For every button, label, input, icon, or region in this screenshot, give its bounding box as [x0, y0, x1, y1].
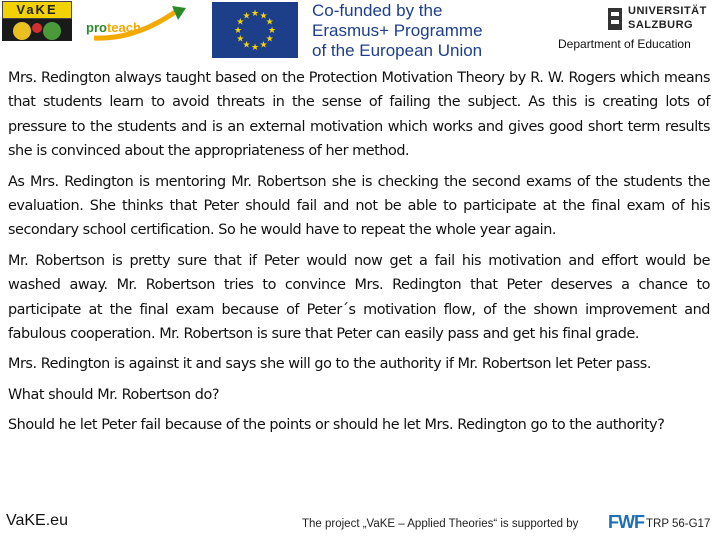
eu-star-icon: ★ — [242, 11, 251, 22]
paragraph: Mrs. Redington always taught based on the Protection Motivation Theory by R. W. Rogers which means that students learn to avoid threats in the sense of failing the subject. As this is creating lots of pressure to the students and is an external motivation which works and gives good short term results she is convinced about the appropriateness of her method. — [8, 70, 710, 160]
eu-star-icon: ★ — [250, 43, 260, 53]
eu-star-icon: ★ — [233, 26, 243, 36]
eu-star-icon: ★ — [267, 26, 277, 36]
paragraph: Mrs. Redington is against it and says she will go to the authority if Mr. Robertson let Peter pass. — [8, 356, 651, 373]
vake-logo-text: VaKE — [2, 1, 72, 19]
grant-number: TRP 56-G17 — [646, 518, 711, 530]
case-text — [8, 66, 710, 444]
eu-star-icon: ★ — [236, 34, 245, 45]
salzburg-line-2: SALZBURG — [628, 19, 694, 31]
proteach-logo-accent: teach — [106, 20, 141, 35]
eu-star-icon: ★ — [250, 9, 260, 19]
eu-star-icon: ★ — [259, 40, 268, 51]
eu-star-icon: ★ — [236, 17, 245, 28]
paragraph: Should he let Peter fail because of the points or should he let Mrs. Redington go to the authority? — [8, 417, 665, 434]
salzburg-shield-icon — [606, 6, 624, 32]
vake-faces-icon — [2, 19, 72, 41]
eu-star-icon: ★ — [242, 40, 251, 51]
fwf-logo-text: FWF — [608, 512, 644, 532]
erasmus-line-3: of the European Union — [312, 41, 483, 60]
paragraph: Mr. Robertson is pretty sure that if Peter would now get a fail his motivation and effort would be washed away. Mr. Robertson tries to convince Mrs. Redington that Peter deserves a chance to participate at the final exam because of Peter´s motivation flow, of the shown improvement and fabulous cooperation. Mr. Robertson is sure that Peter can easily pass and get his final grade. — [8, 252, 710, 343]
salzburg-line-1: UNIVERSITÄT — [628, 5, 707, 17]
erasmus-line-1: Co-funded by the — [312, 1, 443, 20]
footer-site: VaKE.eu — [6, 512, 68, 529]
eu-star-icon: ★ — [265, 34, 274, 45]
footer-credit: The project „VaKE – Applied Theories“ is supported by — [302, 518, 579, 530]
vake-logo — [2, 1, 72, 41]
proteach-logo — [86, 4, 190, 42]
proteach-logo-main: pro — [86, 20, 107, 35]
salzburg-logo — [606, 4, 716, 34]
question: What should Mr. Robertson do? — [8, 386, 220, 403]
department-label: Department of Education — [558, 37, 691, 51]
erasmus-title — [312, 1, 522, 61]
fwf-logo — [600, 512, 642, 538]
eu-star-icon: ★ — [265, 17, 274, 28]
erasmus-line-2: Erasmus+ Programme — [312, 21, 483, 40]
eu-star-icon: ★ — [259, 11, 268, 22]
paragraph: As Mrs. Redington is mentoring Mr. Robertson she is checking the second exams of the students the evaluation. She thinks that Peter should fail and not be able to participate at the final exam of his secondary school certification. So he would have to repeat the whole year again. — [8, 173, 710, 239]
eu-flag-icon — [212, 2, 298, 58]
header — [0, 0, 720, 64]
